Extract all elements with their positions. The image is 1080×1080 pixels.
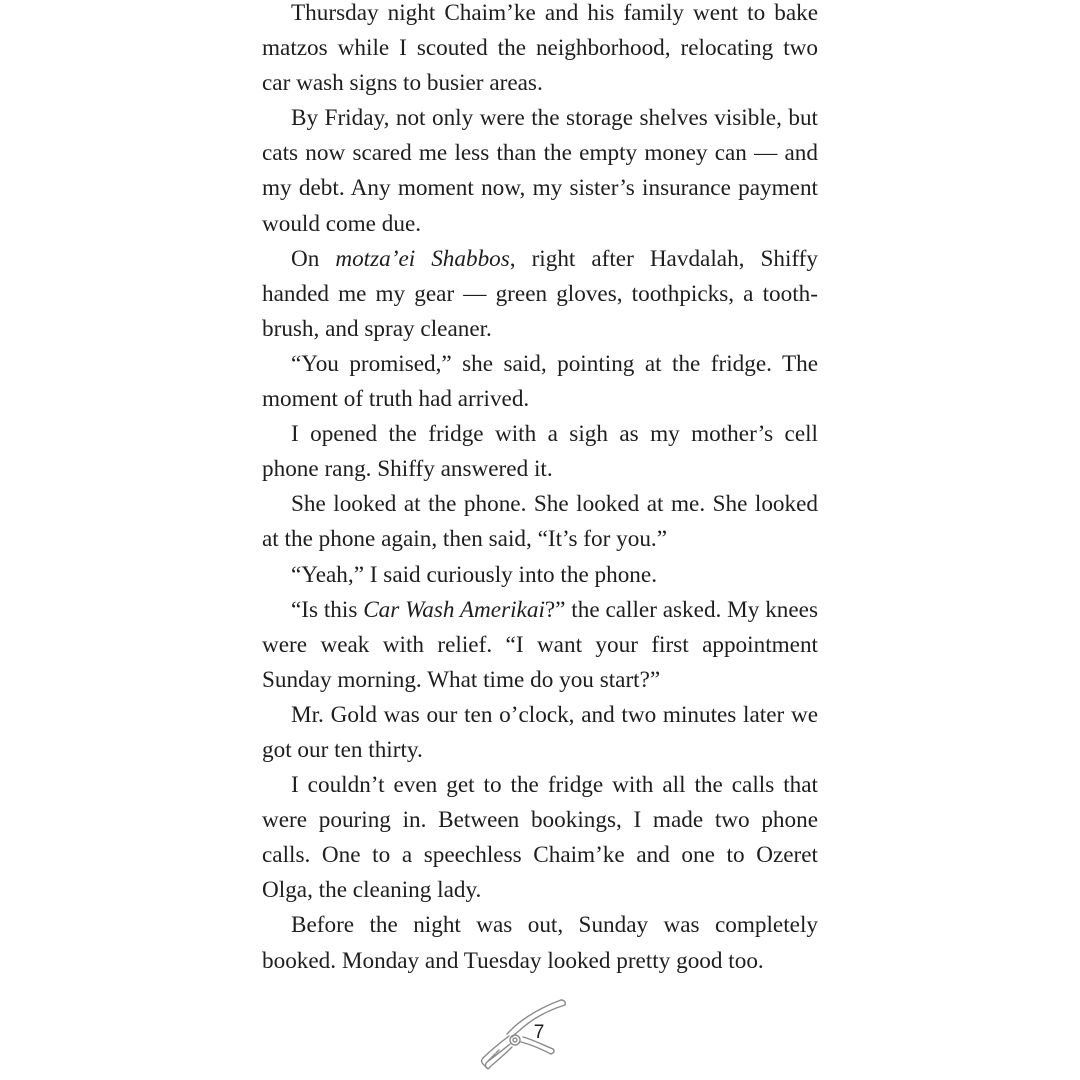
paragraph-text: Before the night was out, Sunday was completely booked. Monday and Tuesday looked pretty good too. bbox=[262, 912, 818, 974]
pliers-icon bbox=[465, 992, 585, 1080]
paragraph-text: On bbox=[291, 245, 336, 272]
paragraph-text: ?” the caller asked. My knees were weak with relief. “I want your first appointment Sunday morning. What time do you start?” bbox=[262, 596, 818, 693]
paragraph bbox=[262, 101, 818, 241]
page-number: 7 bbox=[533, 1022, 545, 1043]
paragraph-text: I couldn’t even get to the fridge with all the calls that were pouring in. Between bookings, I made two phone calls. One to a speechless Chaim’ke and one to Ozeret Olga, the cleaning lady. bbox=[262, 772, 818, 904]
paragraph-text: She looked at the phone. She looked at me. She looked at the phone again, then said, “It’s for you.” bbox=[262, 491, 818, 553]
paragraph bbox=[262, 593, 818, 698]
paragraph bbox=[262, 0, 818, 101]
body-text bbox=[262, 0, 818, 979]
paragraph bbox=[262, 558, 818, 593]
book-page bbox=[262, 0, 818, 1080]
paragraph bbox=[262, 908, 818, 978]
paragraph bbox=[262, 698, 818, 768]
paragraph bbox=[262, 768, 818, 908]
paragraph-text: “Yeah,” I said curiously into the phone. bbox=[291, 561, 657, 588]
paragraph-text: “You promised,” she said, pointing at the fridge. The moment of truth had arrived. bbox=[262, 350, 818, 413]
paragraph-text: Mr. Gold was our ten o’clock, and two minutes later we got our ten thirty. bbox=[262, 701, 818, 763]
italic-phrase: motza’ei Shabbos bbox=[335, 245, 510, 272]
paragraph bbox=[262, 242, 818, 347]
paragraph bbox=[262, 487, 818, 557]
paragraph-text: I opened the fridge with a sigh as my mother’s cell phone rang. Shiffy answered it. bbox=[262, 421, 818, 483]
paragraph-text: , right after Havdalah, Shiffy handed me my gear — green gloves, toothpicks, a toothbrush, and spray cleaner. bbox=[262, 245, 818, 342]
paragraph-text: By Friday, not only were the storage shelves visible, but cats now scared me less than the empty money can — and my debt. Any moment now, my sister’s insurance payment would come due. bbox=[262, 105, 818, 237]
paragraph bbox=[262, 347, 818, 417]
page-folio bbox=[465, 992, 585, 1080]
paragraph-text: Thursday night Chaim’ke and his family went to bake matzos while I scouted the neighborhood, relocating two car wash signs to busier areas. bbox=[262, 0, 818, 97]
italic-phrase: Car Wash Amerikai bbox=[363, 596, 545, 623]
paragraph bbox=[262, 417, 818, 487]
paragraph-text: “Is this bbox=[291, 596, 364, 623]
